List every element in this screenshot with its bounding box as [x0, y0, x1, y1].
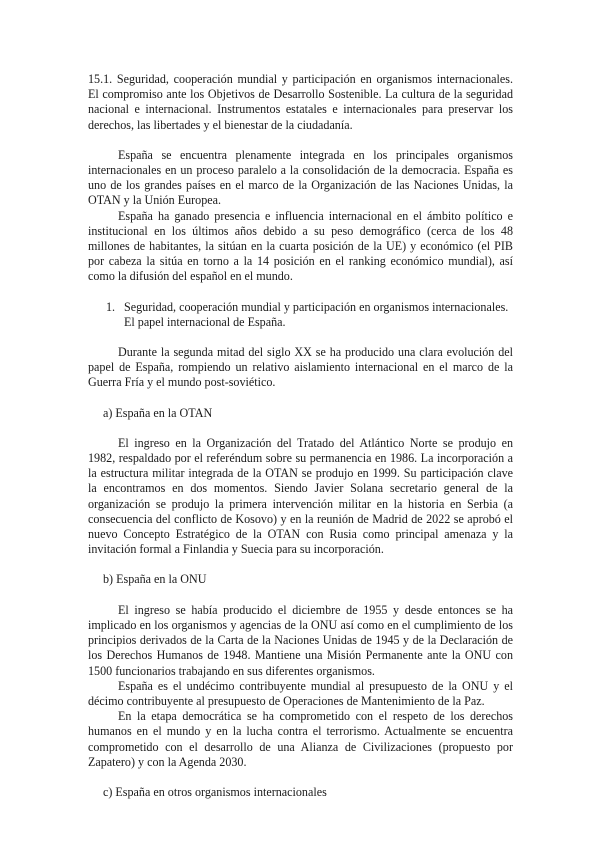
subsection-heading-otan: a) España en la OTAN [103, 405, 213, 420]
subsection-heading-otros: c) España en otros organismos internacionales [103, 784, 327, 799]
paragraph-onu-presupuesto: España es el undécimo contribuyente mundial al presupuesto de la ONU y el décimo contribuyente al presupuesto de Operaciones de Mantenimiento de la Paz. [88, 678, 513, 708]
intro-heading: 15.1. Seguridad, cooperación mundial y participación en organismos internacionales. El compromiso ante los Objetivos de Desarrollo Sostenible. La cultura de la seguridad nacional e internacional. Instrumentos estatales e internacionales para preservar los derechos, las libertades y el bienestar de la ciudadanía. [88, 72, 513, 132]
paragraph-evolution: Durante la segunda mitad del siglo XX se ha producido una clara evolución del papel de España, rompiendo un relativo aislamiento internacional en el marco de la Guerra Fría y el mundo post-soviético. [88, 345, 513, 390]
section-number: 1. [106, 299, 116, 314]
section-title: Seguridad, cooperación mundial y participación en organismos internacionales. El papel internacional de España. [124, 299, 509, 329]
paragraph-onu-ingreso: El ingreso se había producido el diciembre de 1955 y desde entonces se ha implicado en los organismos y agencias de la ONU así como en el cumplimiento de los principios derivados de la Carta de la Naciones Unidas de 1945 y de la Declaración de los Derechos Humanos de 1948. Mantiene una Misión Permanente ante la ONU con 1500 funcionarios trabajando en sus diferentes organismos. [88, 602, 513, 678]
paragraph-influence: España ha ganado presencia e influencia internacional en el ámbito político e institucional en los últimos años debido a su peso demográfico (cerca de los 48 millones de habitantes, la sitúan en la cuarta posición de la UE) y económico (el PIB por cabeza la sitúa en torno a la 14 posición en el ranking económico mundial), así como la difusión del español en el mundo. [88, 208, 513, 284]
paragraph-otan: El ingreso en la Organización del Tratado del Atlántico Norte se produjo en 1982, respaldado por el referéndum sobre su permanencia en 1986. La incorporación a la estructura militar integrada de la OTAN se produjo en 1999. Su participación clave la encontramos en dos momentos. Siendo Javier Solana secretario general de la organización se produjo la primera intervención militar en la historia en Serbia (a consecuencia del conflicto de Kosovo) y en la reunión de Madrid de 2022 se aprobó el nuevo Concepto Estratégico de la OTAN con Rusia como principal amenaza y la invitación formal a Finlandia y Suecia para su incorporación. [88, 435, 513, 557]
document-body [88, 72, 513, 800]
paragraph-onu-derechos: En la etapa democrática se ha comprometido con el respeto de los derechos humanos en el mundo y en la lucha contra el terrorismo. Actualmente se encuentra comprometido con el desarrollo de una Alianza de Civilizaciones (propuesto por Zapatero) y con la Agenda 2030. [88, 709, 513, 769]
paragraph-integration: España se encuentra plenamente integrada en los principales organismos internacionales en un proceso paralelo a la consolidación de la democracia. España es uno de los grandes países en el marco de la Organización de las Naciones Unidas, la OTAN y la Unión Europea. [88, 147, 513, 208]
subsection-heading-onu: b) España en la ONU [103, 572, 207, 587]
section-heading-1 [88, 300, 513, 330]
